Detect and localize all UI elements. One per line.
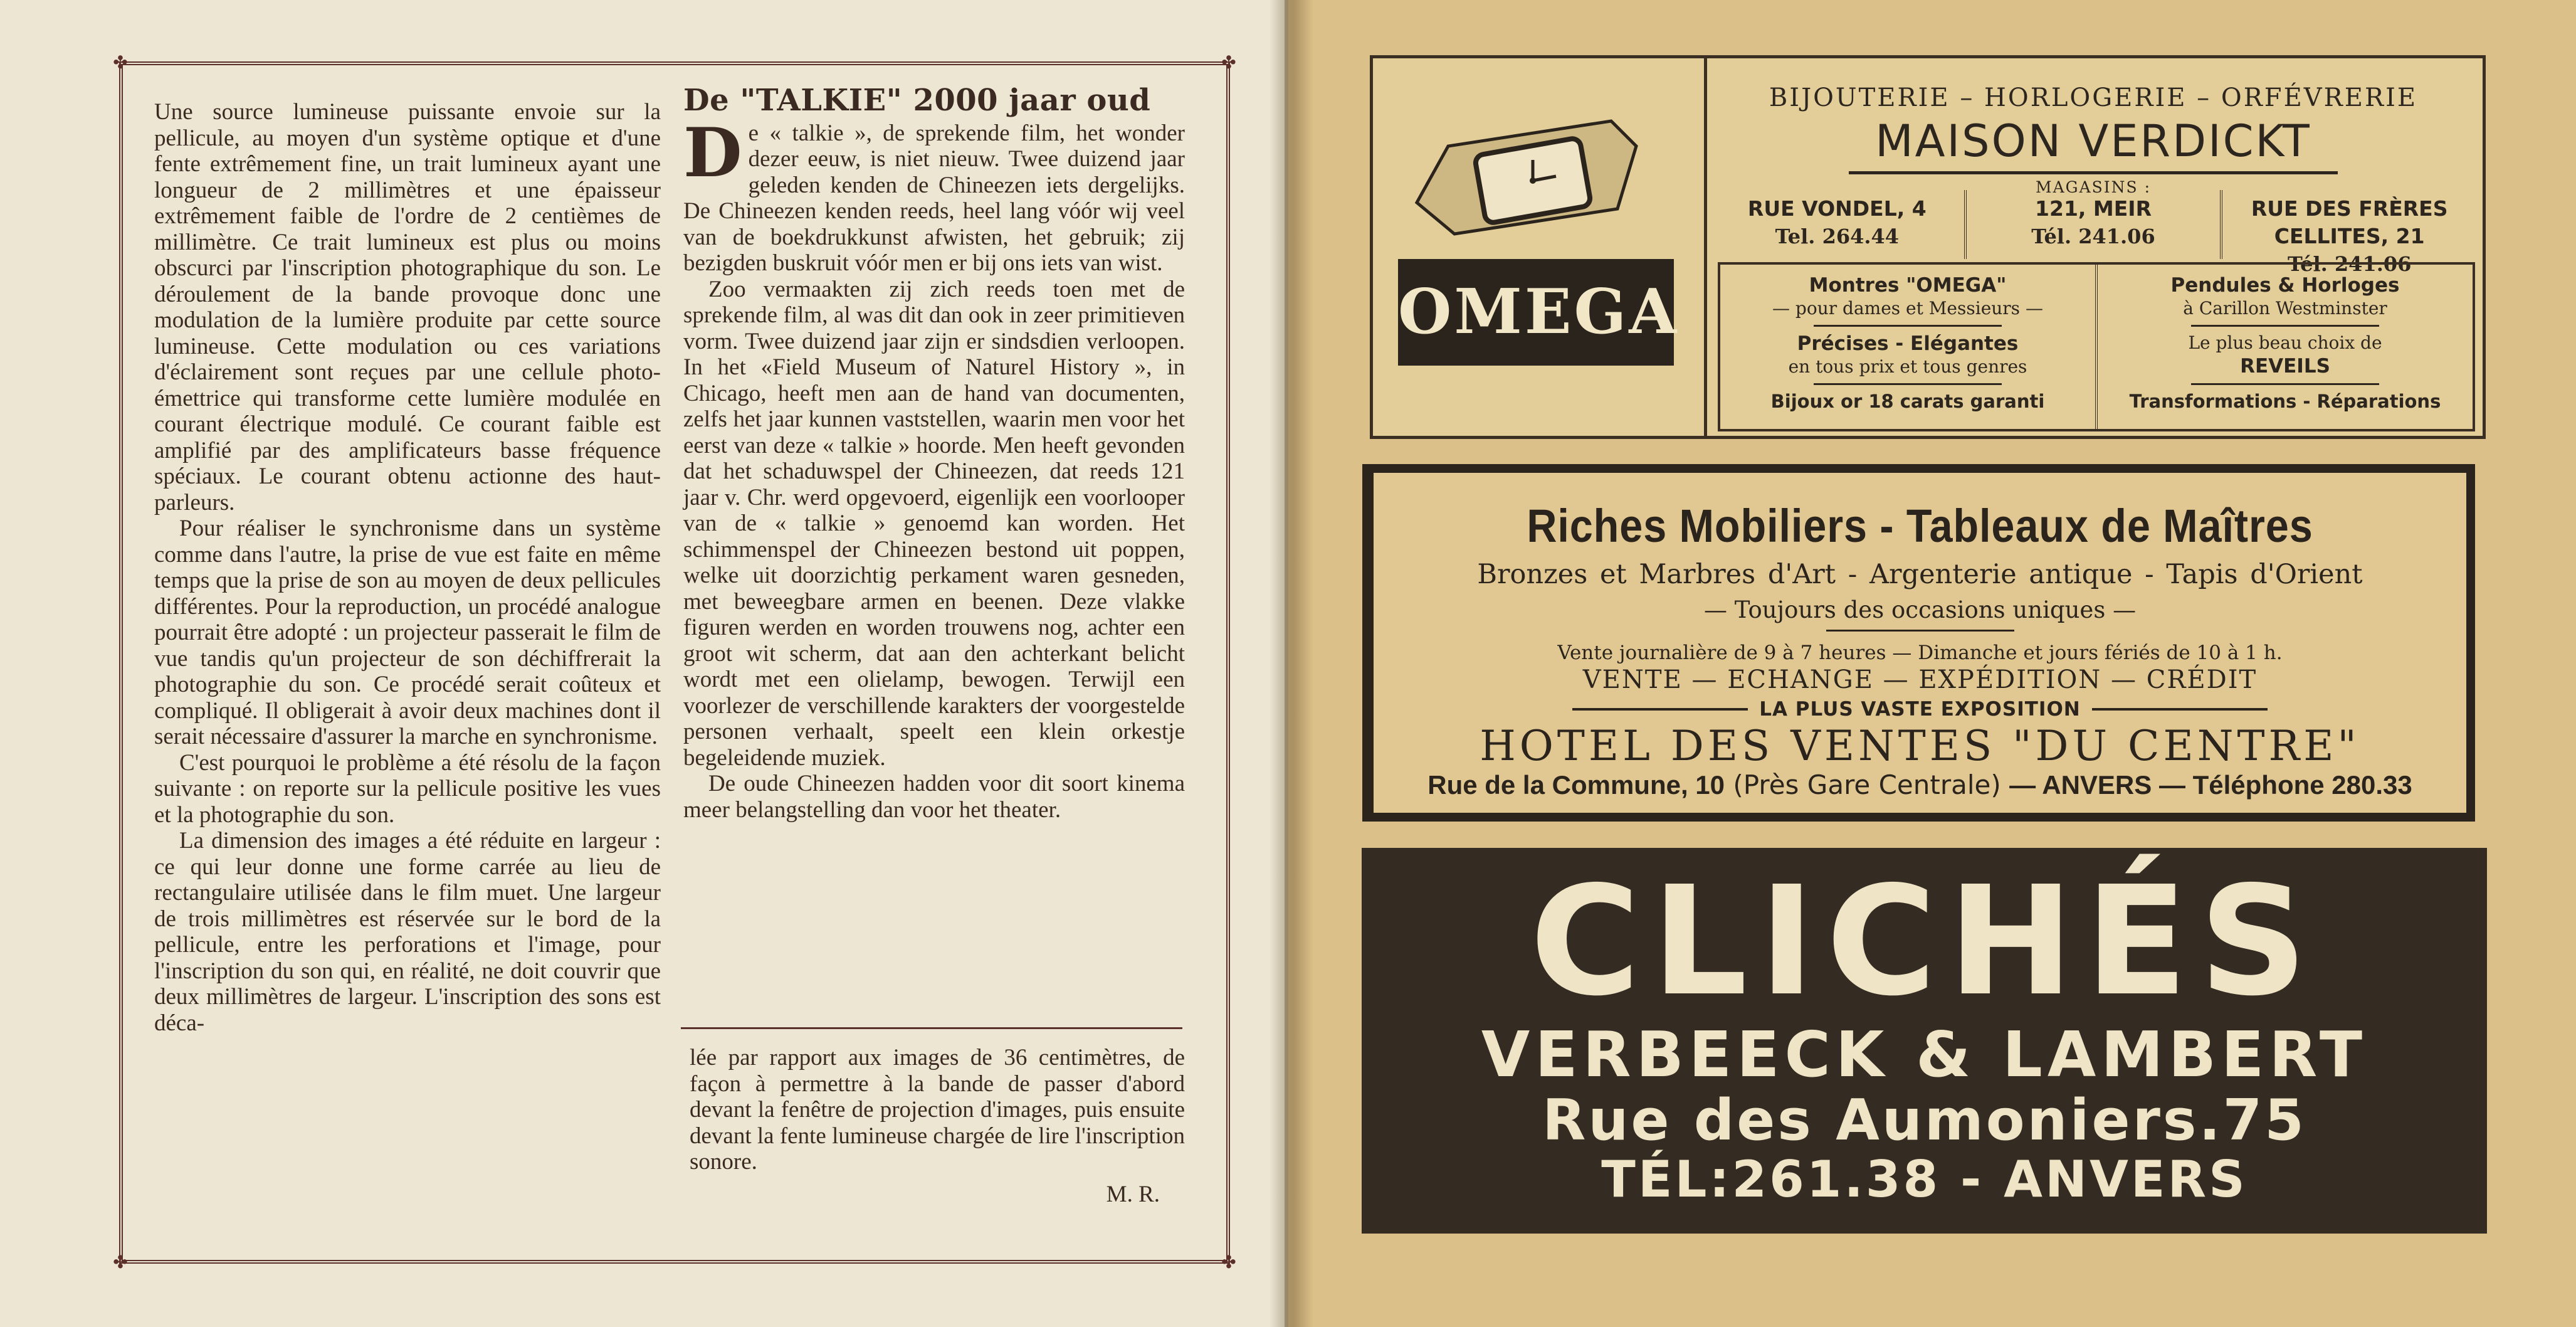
divider — [1814, 383, 2002, 385]
ad-tagline: — Toujours des occasions uniques — — [1703, 596, 2137, 623]
telephone: Tel. 264.44 — [1775, 225, 1900, 248]
shop-address — [1710, 190, 1964, 259]
divider — [2191, 383, 2379, 385]
divider — [2191, 325, 2379, 327]
omega-logo-panel — [1373, 58, 1707, 436]
services: VENTE — ECHANGE — EXPÉDITION — CRÉDIT — [1582, 665, 2258, 694]
ad-subtitle: Bronzes et Marbres d'Art - Argenterie antique - Tapis d'Orient — [1477, 559, 2363, 590]
talkie-article — [683, 83, 1185, 823]
shop-addresses — [1710, 190, 2476, 276]
divider — [2092, 708, 2268, 711]
city-phone: — ANVERS — Téléphone 280.33 — [2009, 770, 2412, 800]
magasins-label: MAGASINS : — [2035, 178, 2152, 196]
telephone: Tél. 241.06 — [2031, 225, 2155, 248]
ad-header — [1704, 58, 2483, 196]
french-article-column — [154, 99, 661, 1036]
watches-box — [1720, 265, 2095, 429]
divider — [1814, 325, 2002, 327]
opening-hours: Vente journalière de 9 à 7 heures — Dimanche et jours fériés de 10 à 1 h. — [1557, 642, 2283, 664]
dropcap: D — [683, 113, 742, 193]
ad-trades: BIJOUTERIE – HORLOGERIE – ORFÉVRERIE — [1769, 83, 2418, 112]
frame-ornament-icon: ✤ — [113, 1252, 128, 1272]
author-signature: M. R. — [1106, 1181, 1160, 1207]
box-footer: Bijoux or 18 carats garanti — [1770, 391, 2045, 412]
frame-ornament-icon: ✤ — [1221, 1252, 1236, 1272]
ad-hotel-des-ventes — [1362, 464, 2475, 822]
book-spine — [1270, 0, 1313, 1327]
ad-title: Riches Mobiliers - Tableaux de Maîtres — [1527, 500, 2313, 552]
box-heading: Précises - Elégantes — [1797, 332, 2019, 355]
box-text: Le plus beau choix de — [2188, 332, 2382, 353]
divider — [1826, 630, 2014, 632]
divider — [1849, 171, 2338, 174]
company-name: VERBEECK & LAMBERT — [1481, 1018, 2368, 1091]
frame-ornament-icon: ✤ — [1221, 52, 1236, 73]
paragraph: Une source lumineuse puissante envoie sur la pellicule, au moyen d'un système optique et d'une fente extrêmement fine, un trait lumineux ayant une longueur de 2 millimètres et une épaisseur extrêmement faible de l'ordre de 2 centièmes de millimètre. Ce trait lumineux est plus ou moins obscurci par l'inscription photographique du son. Le déroulement de la bande provoque donc une modulation de la lumière produite par cette source lumineuse. Cette modulation ou ces variations d'éclairement sont reçues par une cellule photo-émettrice qui transforme cette lumière modulée en courant électrique modulé. Ce courant faible est amplifié par des amplificateurs basse fréquence spéciaux. Le courant obtenu actionne des haut-parleurs. — [154, 99, 661, 515]
ad-cliches — [1362, 848, 2487, 1234]
box-text: en tous prix et tous genres — [1788, 356, 2027, 377]
shop-address — [1964, 190, 2221, 259]
shop-name: MAISON VERDICKT — [1875, 115, 2311, 167]
paragraph: Pour réaliser le synchronisme dans un système comme dans l'autre, la prise de vue est faite en même temps que la prise de son au moyen de deux pellicules différentes. Pour la reproduction, un procédé analogue pourrait être adopté : un projecteur passerait le film de vue tandis qu'un projecteur de son déchiffrerait la photographie du son. Ce procédé serait coûteux et compliqué. Il obligerait à avoir deux machines dont il serait nécessaire d'assurer la marche en synchronisme. — [154, 515, 661, 749]
street: Rue de la Commune, 10 — [1427, 770, 1725, 800]
box-text: — pour dames et Messieurs — — [1772, 298, 2043, 319]
article-title: De "TALKIE" 2000 jaar oud — [683, 83, 1151, 118]
divider — [1572, 708, 1748, 711]
box-heading: Pendules & Horloges — [2170, 274, 2400, 297]
ad-product-boxes — [1718, 262, 2475, 431]
clocks-box — [2095, 265, 2473, 429]
exposition-text: LA PLUS VASTE EXPOSITION — [1759, 698, 2081, 721]
box-footer: Transformations - Réparations — [2129, 391, 2441, 412]
frame-ornament-icon: ✤ — [113, 52, 128, 73]
box-text: à Carillon Westminster — [2183, 298, 2387, 319]
french-article-continuation — [690, 1045, 1185, 1207]
paragraph: Zoo vermaakten zij zich reeds toen met de sprekende film, al was dit dan ook in zeer primitieven vorm. Twee duizend jaar zijn er sindsdien verloopen. In het «Field Museum of Naturel History », in Chicago, heeft men aan de hand van documenten, zelfs het jaar kunnen vaststellen, waarin men voor het eerst van deze « talkie » hoorde. Men heeft gevonden dat het schaduwspel der Chineezen, dat reeds 121 jaar v. Chr. werd opgevoerd, eigenlijk een voorlooper van de « talkie » genoemd kan worden. Het schimmenspel der Chineezen bestond uit poppen, welke uit doorzichtig perkament waren gesneden, met beweegbare armen en beenen. Deze vlakke figuren werden en worden trouwens nog, achter een groot wit scherm, dat aan den achterkant belicht wordt met een olielamp, bewogen. Terwijl een voorlezer de verschillende karakters der voorgestelde personen verhaalt, speelt een klein orkestje begeleidende muziek. — [683, 276, 1185, 771]
address: RUE DES FRÈRES CELLITES, 21 — [2251, 196, 2448, 248]
wristwatch-icon — [1411, 108, 1643, 246]
hotel-name: HOTEL DES VENTES "DU CENTRE" — [1480, 722, 2360, 770]
ad-title: CLICHÉS — [1530, 854, 2319, 1029]
hotel-address — [1374, 769, 2466, 800]
ad-maison-verdickt — [1370, 55, 2486, 439]
first-paragraph-text: e « talkie », de sprekende film, het wonder dezer eeuw, is niet nieuw. Twee duizend jaar geleden kenden de Chineezen iets dergelijks. De Chineezen kenden reeds, heel lang vóór wij veel van de boekdrukkunst afwisten, het gebruik; zij bezigden buskruit vóór men er bij ons iets van wist. — [683, 120, 1185, 276]
telephone: Tél. 241.06 — [2287, 252, 2412, 276]
shop-address — [2220, 190, 2476, 276]
exposition-banner — [1374, 698, 2466, 721]
address: RUE VONDEL, 4 — [1747, 196, 1927, 221]
box-heading: Montres "OMEGA" — [1809, 274, 2007, 297]
box-heading: REVEILS — [2240, 355, 2330, 378]
paragraph: C'est pourquoi le problème a été résolu de la façon suivante : on reporte sur la pellicule positive les vues et la photographie du son. — [154, 749, 661, 828]
column-divider — [681, 1027, 1182, 1029]
paragraph: lée par rapport aux images de 36 centimètres, de façon à permettre à la bande de passer d'abord devant la fenêtre de projection d'images, puis ensuite devant la fente lumineuse chargée de lire l'inscription sonore. — [690, 1045, 1185, 1175]
telephone: TÉL:261.38 - ANVERS — [1601, 1150, 2247, 1208]
street-address: Rue des Aumoniers.75 — [1542, 1087, 2306, 1153]
paragraph: De oude Chineezen hadden voor dit soort kinema meer belangstelling dan voor het theater. — [683, 771, 1185, 823]
omega-brand: OMEGA — [1398, 259, 1674, 366]
paragraph: La dimension des images a été réduite en largeur : ce qui leur donne une forme carrée au lieu de rectangulaire utilisée dans le film muet. Une largeur de trois millimètres est réservée sur le bord de la pellicule, entre les perforations et l'image, pour l'inscription du son qui, en réalité, ne doit couvrir que deux millimètres de largeur. L'inscription des sons est déca- — [154, 828, 661, 1036]
address-note: (Près Gare Centrale) — [1733, 769, 2001, 800]
address: 121, MEIR — [2035, 196, 2152, 221]
article-first-paragraph — [683, 113, 1185, 277]
